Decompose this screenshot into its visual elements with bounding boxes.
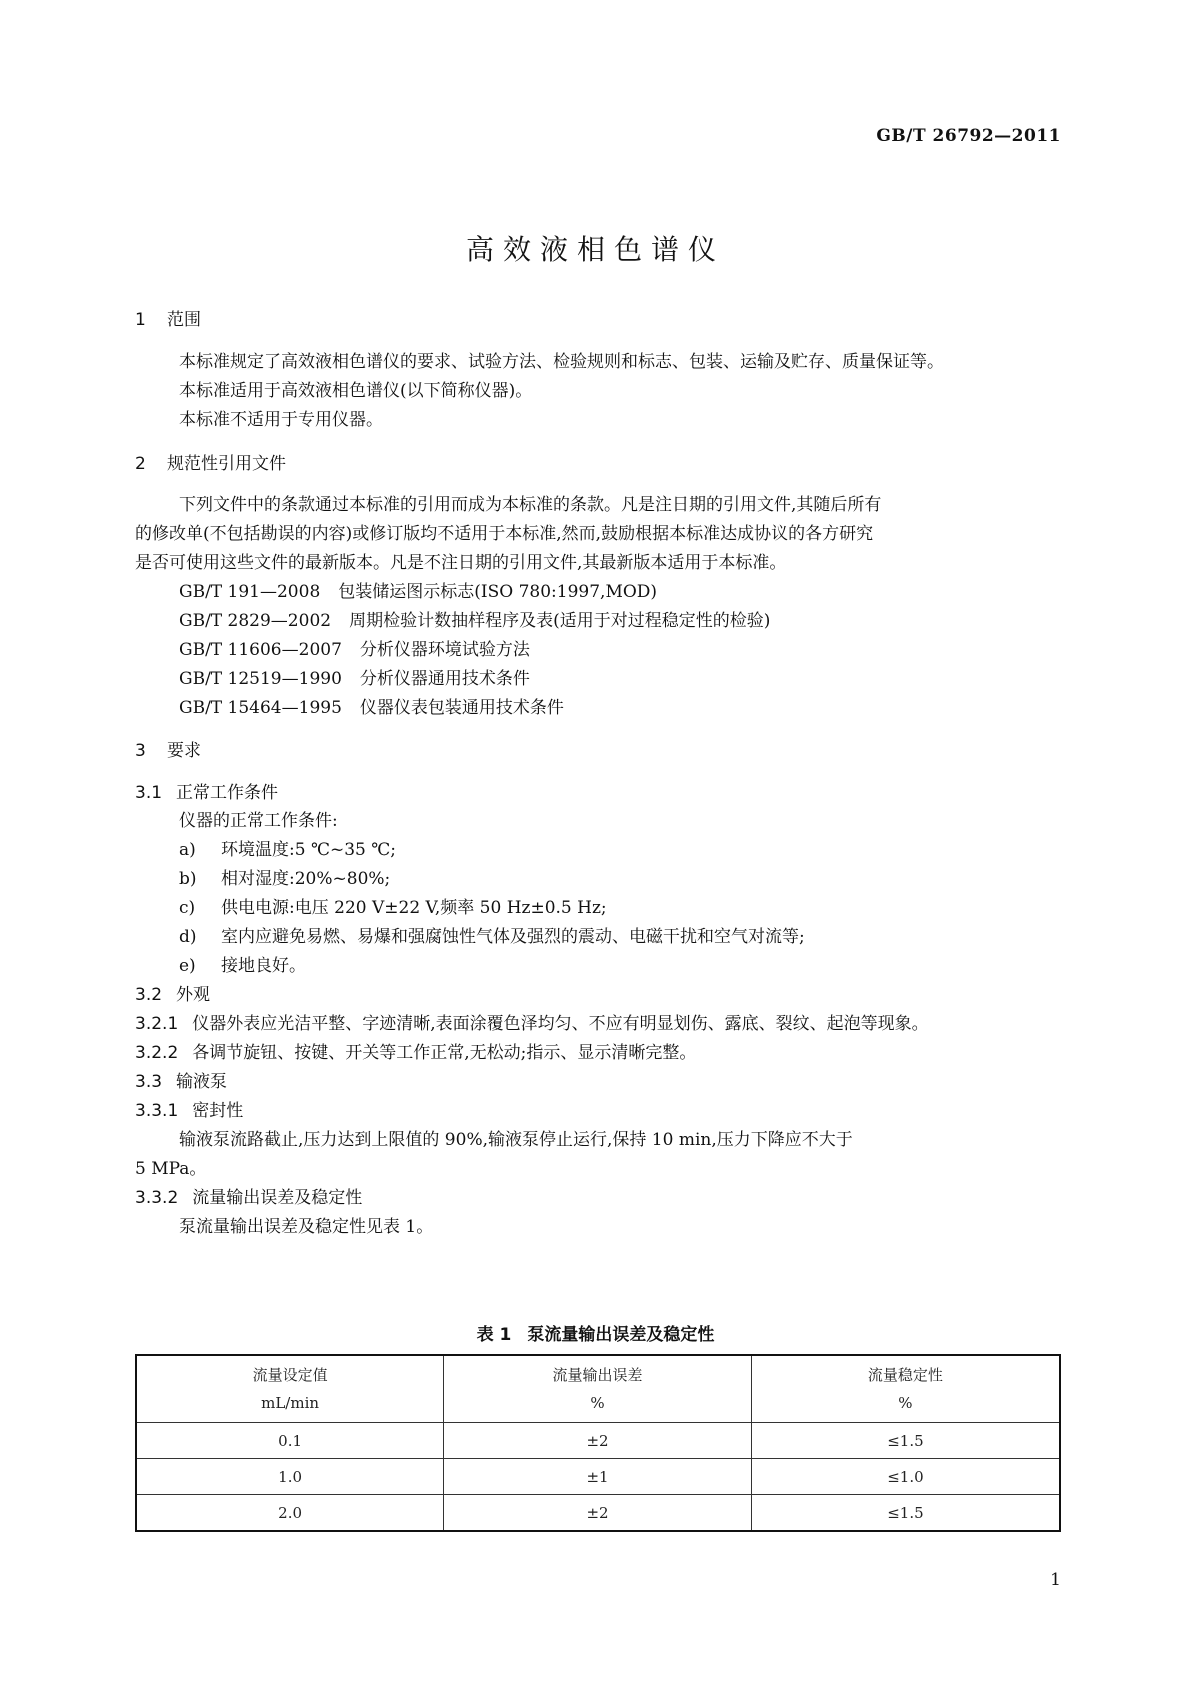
header-label: 流量设定值: [252, 1366, 328, 1384]
paragraph: 下列文件中的条款通过本标准的引用而成为本标准的条款。凡是注日期的引用文件,其随后所有: [179, 495, 882, 515]
table-cell: ±2: [444, 1495, 752, 1532]
paragraph: 本标准规定了高效液相色谱仪的要求、试验方法、检验规则和标志、包装、运输及贮存、质量保证等。: [179, 352, 944, 372]
header-unit: %: [898, 1394, 913, 1412]
table-caption: [0, 1320, 1191, 1345]
reference-code: GB/T 11606—2007: [179, 640, 342, 660]
table-row: [136, 1459, 1060, 1495]
reference-item: [179, 693, 564, 718]
clause-number: 3.3.2: [135, 1188, 179, 1208]
reference-title: 周期检验计数抽样程序及表(适用于对过程稳定性的检验): [349, 611, 771, 631]
reference-code: GB/T 15464—1995: [179, 698, 342, 718]
section-1-heading: [135, 305, 201, 330]
table-caption-number: 表 1: [476, 1325, 512, 1345]
section-title: 规范性引用文件: [167, 454, 286, 474]
reference-code: GB/T 2829—2002: [179, 611, 332, 631]
table-caption-title: 泵流量输出误差及稳定性: [527, 1325, 715, 1345]
list-item: [179, 922, 805, 947]
header-label: 流量输出误差: [552, 1366, 643, 1384]
table-cell: 2.0: [136, 1495, 444, 1532]
clause-text: 各调节旋钮、按键、开关等工作正常,无松动;指示、显示清晰完整。: [192, 1043, 697, 1063]
reference-title: 分析仪器环境试验方法: [359, 640, 530, 660]
header-unit: %: [590, 1394, 605, 1412]
list-text: 室内应避免易燃、易爆和强腐蚀性气体及强烈的震动、电磁干扰和空气对流等;: [221, 927, 805, 947]
reference-title: 仪器仪表包装通用技术条件: [359, 698, 564, 718]
reference-code: GB/T 191—2008: [179, 582, 321, 602]
paragraph: 输液泵流路截止,压力达到上限值的 90%,输液泵停止运行,保持 10 min,压力下降应不大于: [179, 1130, 853, 1150]
table-cell: ±2: [444, 1423, 752, 1459]
reference-title: 分析仪器通用技术条件: [359, 669, 530, 689]
section-number: 1: [135, 310, 146, 330]
header-cell: [444, 1355, 752, 1423]
clause-title: 密封性: [192, 1101, 244, 1121]
clause-3-3-2-heading: [135, 1183, 362, 1208]
section-number: 3: [135, 741, 146, 761]
list-label: b): [179, 869, 197, 889]
clause-text: 仪器外表应光洁平整、字迹清晰,表面涂覆色泽均匀、不应有明显划伤、露底、裂纹、起泡等现象。: [192, 1014, 929, 1034]
table-row: [136, 1495, 1060, 1532]
subsection-title: 输液泵: [176, 1072, 228, 1092]
subsection-number: 3.1: [135, 783, 163, 803]
flow-table: [135, 1354, 1061, 1532]
paragraph: 泵流量输出误差及稳定性见表 1。: [179, 1217, 434, 1237]
list-label: a): [179, 840, 196, 860]
clause-number: 3.2.2: [135, 1043, 179, 1063]
list-item: [179, 893, 607, 918]
standard-code: GB/T 26792—2011: [876, 126, 1061, 146]
table-cell: 0.1: [136, 1423, 444, 1459]
paragraph: 是否可使用这些文件的最新版本。凡是不注日期的引用文件,其最新版本适用于本标准。: [135, 553, 787, 573]
reference-title: 包装储运图示标志(ISO 780:1997,MOD): [338, 582, 658, 602]
list-text: 环境温度:5 ℃~35 ℃;: [221, 840, 396, 860]
list-label: e): [179, 956, 196, 976]
section-3-heading: [135, 736, 201, 761]
table-cell: ±1: [444, 1459, 752, 1495]
list-text: 供电电源:电压 220 V±22 V,频率 50 Hz±0.5 Hz;: [221, 898, 607, 918]
paragraph: 仪器的正常工作条件:: [179, 811, 338, 831]
subsection-number: 3.2: [135, 985, 163, 1005]
section-2-heading: [135, 449, 286, 474]
document-title: 高效液相色谱仪: [465, 233, 725, 266]
list-item: [179, 951, 306, 976]
table-row: [136, 1423, 1060, 1459]
section-number: 2: [135, 454, 146, 474]
list-item: [179, 835, 396, 860]
section-title: 要求: [167, 741, 201, 761]
paragraph: 本标准适用于高效液相色谱仪(以下简称仪器)。: [179, 381, 533, 401]
subsection-3-2-heading: [135, 980, 210, 1005]
clause-3-3-1-heading: [135, 1096, 243, 1121]
page-number: 1: [1050, 1570, 1061, 1590]
list-label: c): [179, 898, 196, 918]
table-cell: ≤1.0: [751, 1459, 1060, 1495]
reference-item: [179, 577, 657, 602]
subsection-title: 正常工作条件: [176, 783, 279, 803]
reference-item: [179, 664, 530, 689]
header-cell: [751, 1355, 1060, 1423]
subsection-3-3-heading: [135, 1067, 227, 1092]
header-label: 流量稳定性: [867, 1366, 943, 1384]
clause-3-2-2: [135, 1038, 696, 1063]
reference-item: [179, 635, 530, 660]
table-cell: 1.0: [136, 1459, 444, 1495]
clause-number: 3.3.1: [135, 1101, 179, 1121]
table-cell: ≤1.5: [751, 1423, 1060, 1459]
paragraph: 5 MPa。: [135, 1159, 207, 1179]
paragraph: 本标准不适用于专用仪器。: [179, 410, 383, 430]
section-title: 范围: [167, 310, 201, 330]
clause-number: 3.2.1: [135, 1014, 179, 1034]
list-label: d): [179, 927, 197, 947]
subsection-3-1-heading: [135, 778, 278, 803]
table-header-row: [136, 1355, 1060, 1423]
clause-title: 流量输出误差及稳定性: [192, 1188, 363, 1208]
paragraph: 的修改单(不包括勘误的内容)或修订版均不适用于本标准,然而,鼓励根据本标准达成协议的各方研究: [135, 524, 874, 544]
list-text: 相对湿度:20%~80%;: [221, 869, 391, 889]
reference-item: [179, 606, 770, 631]
clause-3-2-1: [135, 1009, 929, 1034]
list-text: 接地良好。: [221, 956, 306, 976]
list-item: [179, 864, 390, 889]
header-unit: mL/min: [261, 1394, 320, 1412]
subsection-title: 外观: [176, 985, 211, 1005]
header-cell: [136, 1355, 444, 1423]
reference-code: GB/T 12519—1990: [179, 669, 342, 689]
table-cell: ≤1.5: [751, 1495, 1060, 1532]
subsection-number: 3.3: [135, 1072, 163, 1092]
